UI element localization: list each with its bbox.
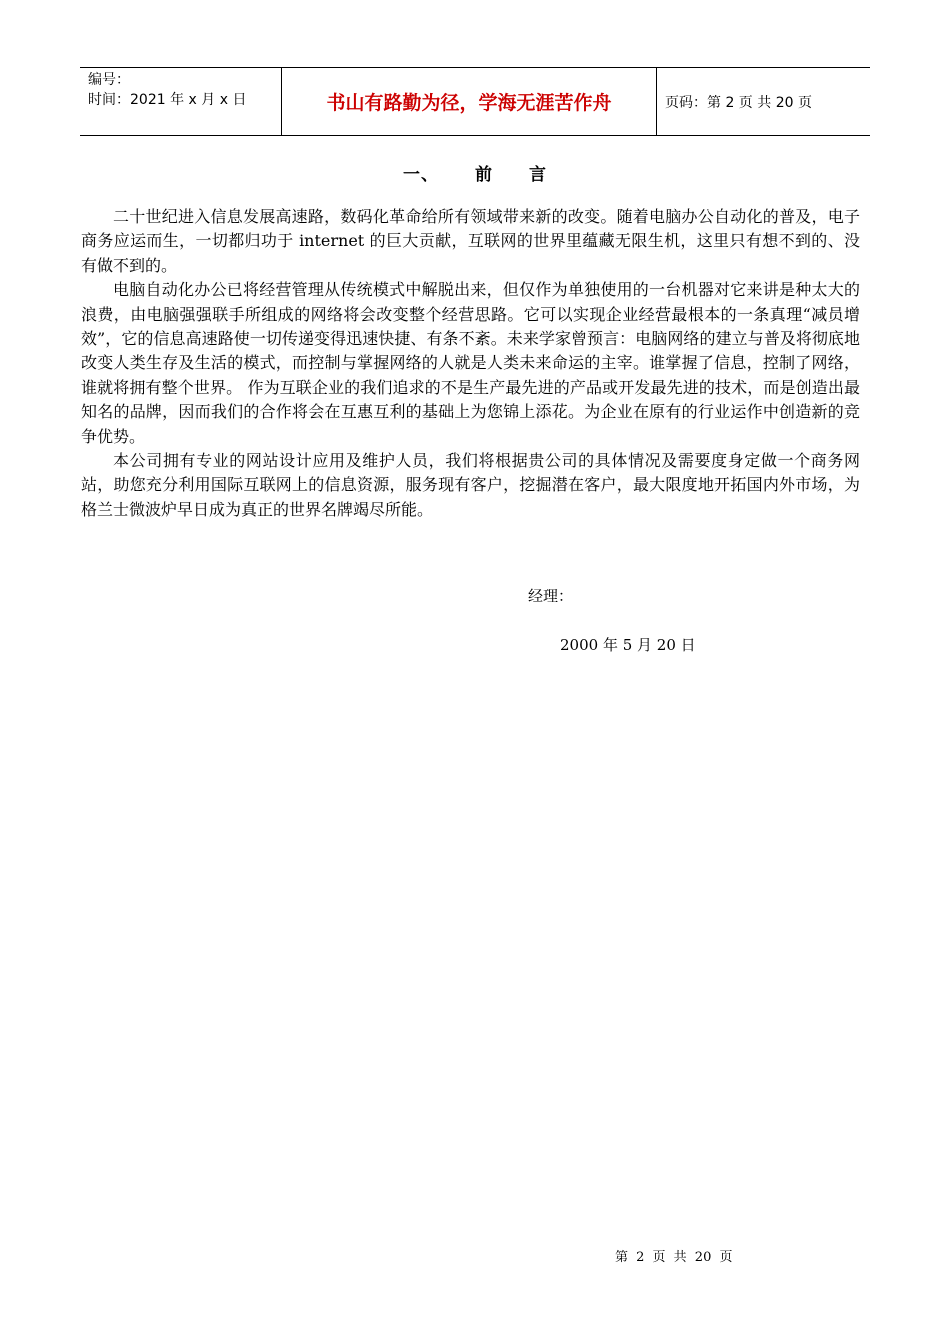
document-header — [80, 67, 870, 136]
section-title-char-1: 前 — [475, 165, 493, 185]
header-page-label: 页码：第 2 页 共 20 页 — [665, 94, 812, 111]
header-number-label: 编号： — [88, 72, 130, 88]
header-meta — [80, 68, 281, 135]
body-text — [81, 205, 860, 522]
section-title — [0, 160, 950, 185]
section-title-char-2: 言 — [529, 165, 547, 185]
document-date: 2000 年 5 月 20 日 — [560, 636, 696, 654]
header-motto: 书山有路勤为径，学海无涯苦作舟 — [281, 68, 657, 135]
section-title-number: 一、 — [403, 165, 439, 185]
page-footer: 第 2 页 共 20 页 — [615, 1250, 733, 1265]
header-time-label: 时间：2021 年 x 月 x 日 — [88, 92, 247, 108]
paragraph: 电脑自动化办公已将经营管理从传统模式中解脱出来，但仅作为单独使用的一台机器对它来讲是种太大的浪费，由电脑强强联手所组成的网络将会改变整个经营思路。它可以实现企业经营最根本的一条真理“减员增效”，它的信息高速路使一切传递变得迅速快捷、有条不紊。未来学家曾预言：电脑网络的建立与普及将彻底地改变人类生存及生活的模式，而控制与掌握网络的人就是人类未来命运的主宰。谁掌握了信息，控制了网络，谁就将拥有整个世界。 作为互联企业的我们追求的不是生产最先进的产品或开发最先进的技术，而是创造出最知名的品牌，因而我们的合作将会在互惠互利的基础上为您锦上添花。为企业在原有的行业运作中创造新的竞争优势。 — [81, 280, 860, 446]
paragraph: 二十世纪进入信息发展高速路，数码化革命给所有领域带来新的改变。随着电脑办公自动化的普及，电子商务应运而生，一切都归功于 internet 的巨大贡献，互联网的世界里蕴藏无限生机，这里只有想不到的、没有做不到的。 — [81, 207, 860, 275]
paragraph: 本公司拥有专业的网站设计应用及维护人员，我们将根据贵公司的具体情况及需要度身定做一个商务网站，助您充分利用国际互联网上的信息资源，服务现有客户，挖掘潜在客户，最大限度地开拓国内外市场，为格兰士微波炉早日成为真正的世界名牌竭尽所能。 — [81, 451, 860, 519]
signature-label: 经理： — [528, 587, 574, 605]
